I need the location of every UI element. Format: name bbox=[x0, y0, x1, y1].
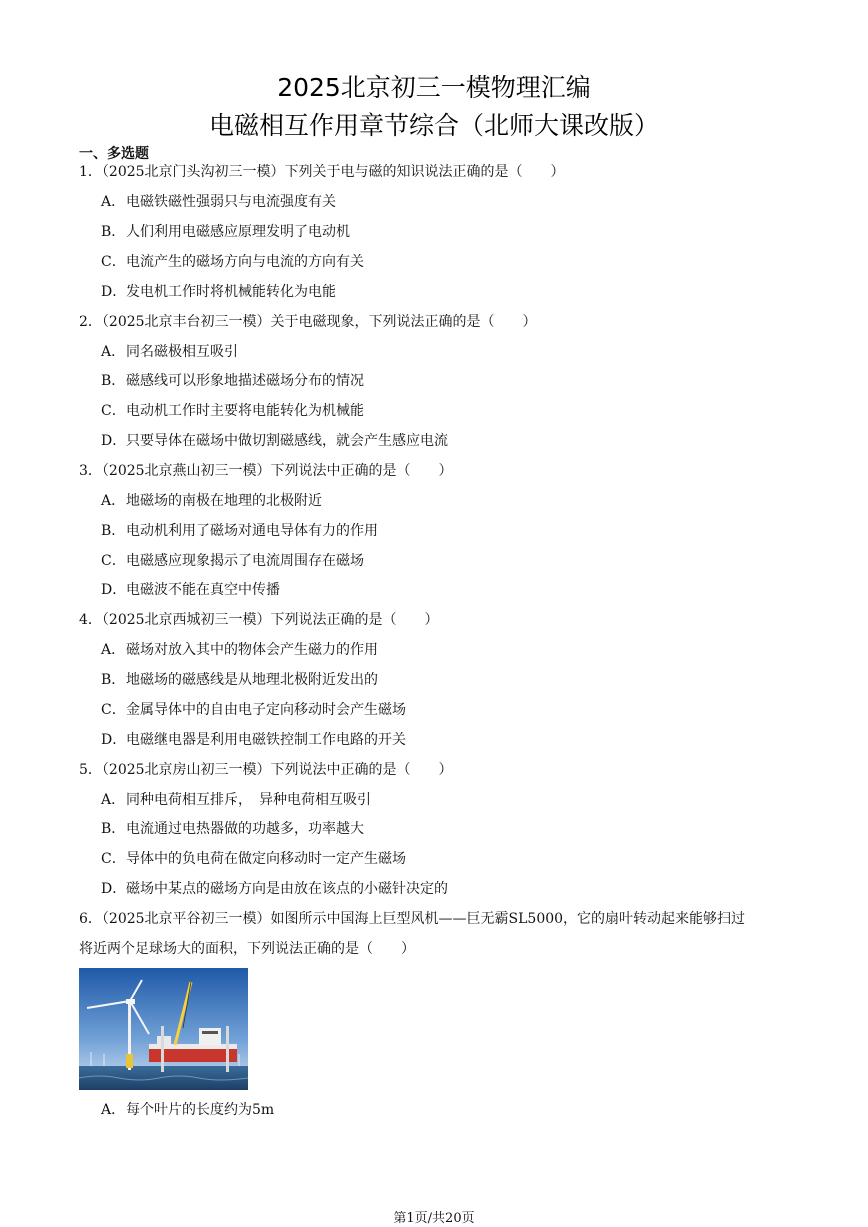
option-label: A． bbox=[101, 1102, 126, 1118]
question-2-stem: 2．（2025北京丰台初三一模）关于电磁现象，下列说法正确的是（ ） bbox=[79, 314, 537, 330]
option-text: 人们利用电磁感应原理发明了电动机 bbox=[126, 224, 350, 240]
question-2-option-c bbox=[101, 396, 364, 426]
option-text: 磁感线可以形象地描述磁场分布的情况 bbox=[126, 373, 364, 389]
option-text: 磁场对放入其中的物体会产生磁力的作用 bbox=[126, 642, 378, 658]
option-text: 电动机利用了磁场对通电导体有力的作用 bbox=[126, 523, 378, 539]
option-label: A． bbox=[101, 493, 126, 509]
question-5-option-d bbox=[101, 874, 448, 904]
option-text: 导体中的负电荷在做定向移动时一定产生磁场 bbox=[126, 851, 406, 867]
question-2-option-b bbox=[101, 366, 364, 396]
option-label: D． bbox=[101, 582, 127, 598]
question-6-stem-line2: 将近两个足球场大的面积，下列说法正确的是（ ） bbox=[79, 941, 415, 957]
option-text: 发电机工作时将机械能转化为电能 bbox=[126, 284, 336, 300]
option-label: D． bbox=[101, 881, 127, 897]
question-2-option-a bbox=[101, 337, 238, 367]
option-label: B． bbox=[101, 821, 126, 837]
section-heading: 一、多选题 bbox=[79, 146, 149, 162]
question-1-option-c bbox=[101, 247, 364, 277]
question-4-stem: 4．（2025北京西城初三一模）下列说法正确的是（ ） bbox=[79, 612, 439, 628]
option-text: 电动机工作时主要将电能转化为机械能 bbox=[126, 403, 364, 419]
option-label: C． bbox=[101, 254, 126, 270]
option-text: 电磁继电器是利用电磁铁控制工作电路的开关 bbox=[126, 732, 406, 748]
question-5-option-b bbox=[101, 814, 364, 844]
option-text: 电流产生的磁场方向与电流的方向有关 bbox=[126, 254, 364, 270]
question-3-option-c bbox=[101, 546, 364, 576]
question-3-stem: 3．（2025北京燕山初三一模）下列说法中正确的是（ ） bbox=[79, 463, 453, 479]
option-label: B． bbox=[101, 373, 126, 389]
question-3-option-a bbox=[101, 486, 322, 516]
option-label: C． bbox=[101, 851, 126, 867]
option-text: 磁场中某点的磁场方向是由放在该点的小磁针决定的 bbox=[126, 881, 448, 897]
option-label: C． bbox=[101, 702, 126, 718]
page-title-line1: 2025北京初三一模物理汇编 bbox=[277, 73, 591, 102]
question-4-option-d bbox=[101, 725, 406, 755]
option-text: 电磁铁磁性强弱只与电流强度有关 bbox=[126, 194, 336, 210]
question-3-option-d bbox=[101, 575, 280, 605]
question-6-stem-line1: 6．（2025北京平谷初三一模）如图所示中国海上巨型风机——巨无霸SL5000，它的扇叶转动起来能够扫过 bbox=[79, 911, 746, 927]
option-label: A． bbox=[101, 194, 126, 210]
option-text: 每个叶片的长度约为5m bbox=[126, 1102, 275, 1118]
option-text: 电磁感应现象揭示了电流周围存在磁场 bbox=[126, 553, 364, 569]
question-5-option-a bbox=[101, 785, 371, 815]
option-text: 同名磁极相互吸引 bbox=[126, 344, 238, 360]
question-1-option-d bbox=[101, 277, 336, 307]
option-label: D． bbox=[101, 732, 127, 748]
option-label: B． bbox=[101, 224, 126, 240]
question-5-option-c bbox=[101, 844, 406, 874]
question-4-option-b bbox=[101, 665, 378, 695]
option-label: B． bbox=[101, 672, 126, 688]
option-text: 地磁场的南极在地理的北极附近 bbox=[126, 493, 322, 509]
option-label: A． bbox=[101, 792, 126, 808]
option-label: D． bbox=[101, 433, 127, 449]
page-footer: 第1页/共20页 bbox=[393, 1211, 475, 1226]
option-label: C． bbox=[101, 553, 126, 569]
option-text: 电流通过电热器做的功越多，功率越大 bbox=[126, 821, 364, 837]
option-text: 同种电荷相互排斥， 异种电荷相互吸引 bbox=[126, 792, 371, 808]
option-text: 地磁场的磁感线是从地理北极附近发出的 bbox=[126, 672, 378, 688]
question-1-option-a bbox=[101, 187, 336, 217]
option-label: D． bbox=[101, 284, 127, 300]
question-2-option-d bbox=[101, 426, 448, 456]
option-label: A． bbox=[101, 344, 126, 360]
wind-turbine-photo bbox=[79, 968, 248, 1090]
option-text: 只要导体在磁场中做切割磁感线，就会产生感应电流 bbox=[126, 433, 448, 449]
question-4-option-a bbox=[101, 635, 378, 665]
question-5-stem: 5．（2025北京房山初三一模）下列说法中正确的是（ ） bbox=[79, 762, 453, 778]
question-6-option-a bbox=[101, 1095, 274, 1125]
question-4-option-c bbox=[101, 695, 406, 725]
question-3-option-b bbox=[101, 516, 378, 546]
option-text: 电磁波不能在真空中传播 bbox=[126, 582, 280, 598]
option-label: B． bbox=[101, 523, 126, 539]
option-label: C． bbox=[101, 403, 126, 419]
option-text: 金属导体中的自由电子定向移动时会产生磁场 bbox=[126, 702, 406, 718]
option-label: A． bbox=[101, 642, 126, 658]
question-1-option-b bbox=[101, 217, 350, 247]
page-title-line2: 电磁相互作用章节综合（北师大课改版） bbox=[208, 111, 659, 140]
question-1-stem: 1．（2025北京门头沟初三一模）下列关于电与磁的知识说法正确的是（ ） bbox=[79, 164, 565, 180]
